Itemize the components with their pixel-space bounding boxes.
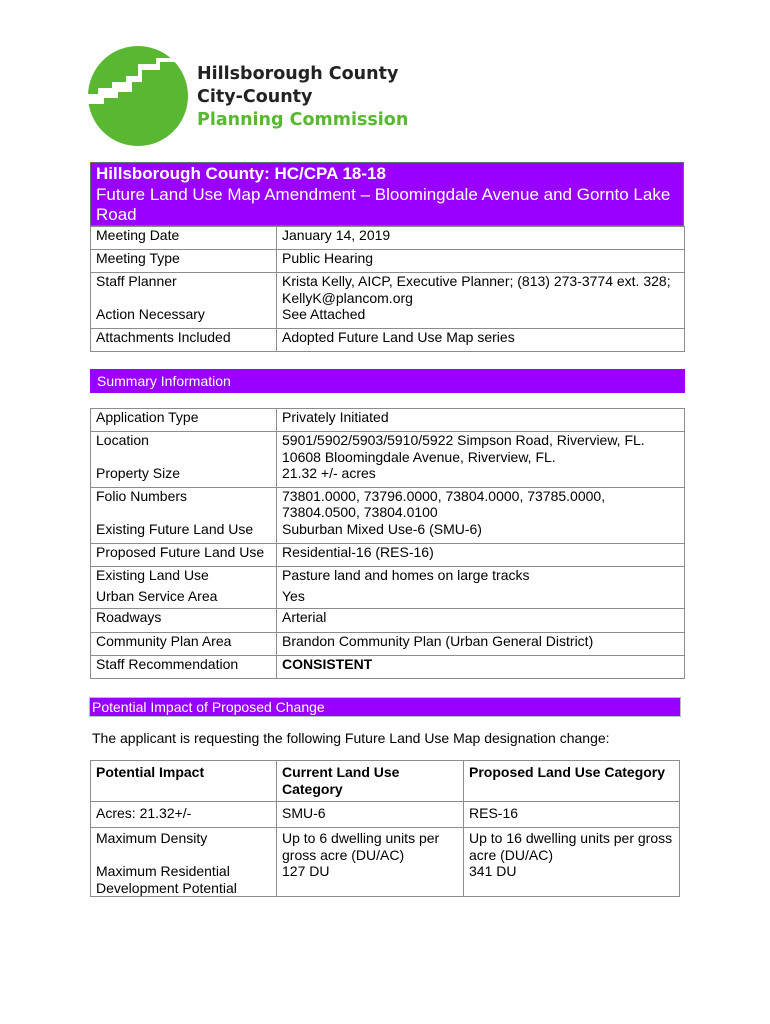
row-value: Krista Kelly, AICP, Executive Planner; (813) 273-3774 ext. 328; KellyK@plancom.org bbox=[277, 273, 685, 307]
row-label: Urban Service Area bbox=[91, 588, 277, 609]
row-value: 5901/5902/5903/5910/5922 Simpson Road, Riverview, FL. 10608 Bloomingdale Avenue, Riverview, FL. bbox=[277, 432, 685, 466]
row-label: Meeting Type bbox=[91, 250, 277, 273]
column-header: Proposed Land Use Category bbox=[464, 761, 680, 802]
row-value: 21.32 +/- acres bbox=[277, 465, 685, 487]
meeting-info-table bbox=[90, 226, 685, 352]
summary-heading-bar bbox=[90, 369, 685, 393]
table-row bbox=[91, 432, 685, 466]
table-row bbox=[91, 273, 685, 307]
row-value: Residential-16 (RES-16) bbox=[277, 544, 685, 567]
planning-commission-logo bbox=[88, 46, 188, 146]
case-header bbox=[90, 162, 684, 226]
row-label: Staff Recommendation bbox=[91, 656, 277, 679]
table-row bbox=[91, 609, 685, 633]
table-cell: Up to 6 dwelling units per gross acre (DU/AC) bbox=[277, 828, 464, 864]
row-label: Existing Land Use bbox=[91, 567, 277, 588]
table-row bbox=[91, 633, 685, 656]
org-name-line2: City-County bbox=[197, 87, 313, 107]
table-row bbox=[91, 544, 685, 567]
row-label: Staff Planner bbox=[91, 273, 277, 307]
impact-heading-bar bbox=[89, 697, 681, 717]
table-row bbox=[91, 802, 680, 828]
row-value: See Attached bbox=[277, 306, 685, 328]
table-row bbox=[91, 465, 685, 487]
table-cell: RES-16 bbox=[464, 802, 680, 828]
case-title: Hillsborough County: HC/CPA 18-18 bbox=[96, 164, 386, 183]
table-cell: SMU-6 bbox=[277, 802, 464, 828]
summary-heading: Summary Information bbox=[97, 373, 231, 389]
org-name-line1: Hillsborough County bbox=[197, 64, 399, 84]
row-label: Property Size bbox=[91, 465, 277, 487]
row-value: Suburban Mixed Use-6 (SMU-6) bbox=[277, 521, 685, 544]
row-value: January 14, 2019 bbox=[277, 227, 685, 250]
row-value: Pasture land and homes on large tracks bbox=[277, 567, 685, 588]
row-label: Folio Numbers bbox=[91, 487, 277, 521]
row-label: Application Type bbox=[91, 409, 277, 432]
row-label: Action Necessary bbox=[91, 306, 277, 328]
org-name-line3: Planning Commission bbox=[197, 110, 409, 130]
table-header-row bbox=[91, 761, 680, 802]
intro-text: The applicant is requesting the following Future Land Use Map designation change: bbox=[92, 730, 610, 746]
row-label: Location bbox=[91, 432, 277, 466]
row-value: Privately Initiated bbox=[277, 409, 685, 432]
row-label: Attachments Included bbox=[91, 328, 277, 351]
row-value: 73801.0000, 73796.0000, 73804.0000, 73785.0000, 73804.0500, 73804.0100 bbox=[277, 487, 685, 521]
table-row bbox=[91, 588, 685, 609]
table-cell: Maximum Residential Development Potential bbox=[91, 863, 277, 897]
table-row bbox=[91, 567, 685, 588]
case-subtitle: Future Land Use Map Amendment – Bloomingdale Avenue and Gornto Lake Road bbox=[96, 185, 671, 224]
table-row bbox=[91, 328, 685, 351]
row-value: Arterial bbox=[277, 609, 685, 633]
column-header: Current Land Use Category bbox=[277, 761, 464, 802]
row-value: Public Hearing bbox=[277, 250, 685, 273]
impact-heading: Potential Impact of Proposed Change bbox=[92, 699, 325, 715]
table-row bbox=[91, 227, 685, 250]
table-cell: Up to 16 dwelling units per gross acre (DU/AC) bbox=[464, 828, 680, 864]
table-row bbox=[91, 521, 685, 544]
row-label: Proposed Future Land Use bbox=[91, 544, 277, 567]
table-cell: Acres: 21.32+/- bbox=[91, 802, 277, 828]
table-row bbox=[91, 409, 685, 432]
table-row bbox=[91, 306, 685, 328]
table-row bbox=[91, 250, 685, 273]
impact-table bbox=[90, 760, 680, 897]
summary-table bbox=[90, 408, 685, 679]
row-value: Adopted Future Land Use Map series bbox=[277, 328, 685, 351]
row-label: Meeting Date bbox=[91, 227, 277, 250]
row-value: Brandon Community Plan (Urban General District) bbox=[277, 633, 685, 656]
table-cell: Maximum Density bbox=[91, 828, 277, 864]
recommendation-value: CONSISTENT bbox=[277, 656, 685, 679]
table-row bbox=[91, 863, 680, 897]
row-label: Roadways bbox=[91, 609, 277, 633]
table-cell: 127 DU bbox=[277, 863, 464, 897]
table-row bbox=[91, 487, 685, 521]
table-row bbox=[91, 828, 680, 864]
table-cell: 341 DU bbox=[464, 863, 680, 897]
row-label: Existing Future Land Use bbox=[91, 521, 277, 544]
column-header: Potential Impact bbox=[91, 761, 277, 802]
row-value: Yes bbox=[277, 588, 685, 609]
table-row bbox=[91, 656, 685, 679]
row-label: Community Plan Area bbox=[91, 633, 277, 656]
